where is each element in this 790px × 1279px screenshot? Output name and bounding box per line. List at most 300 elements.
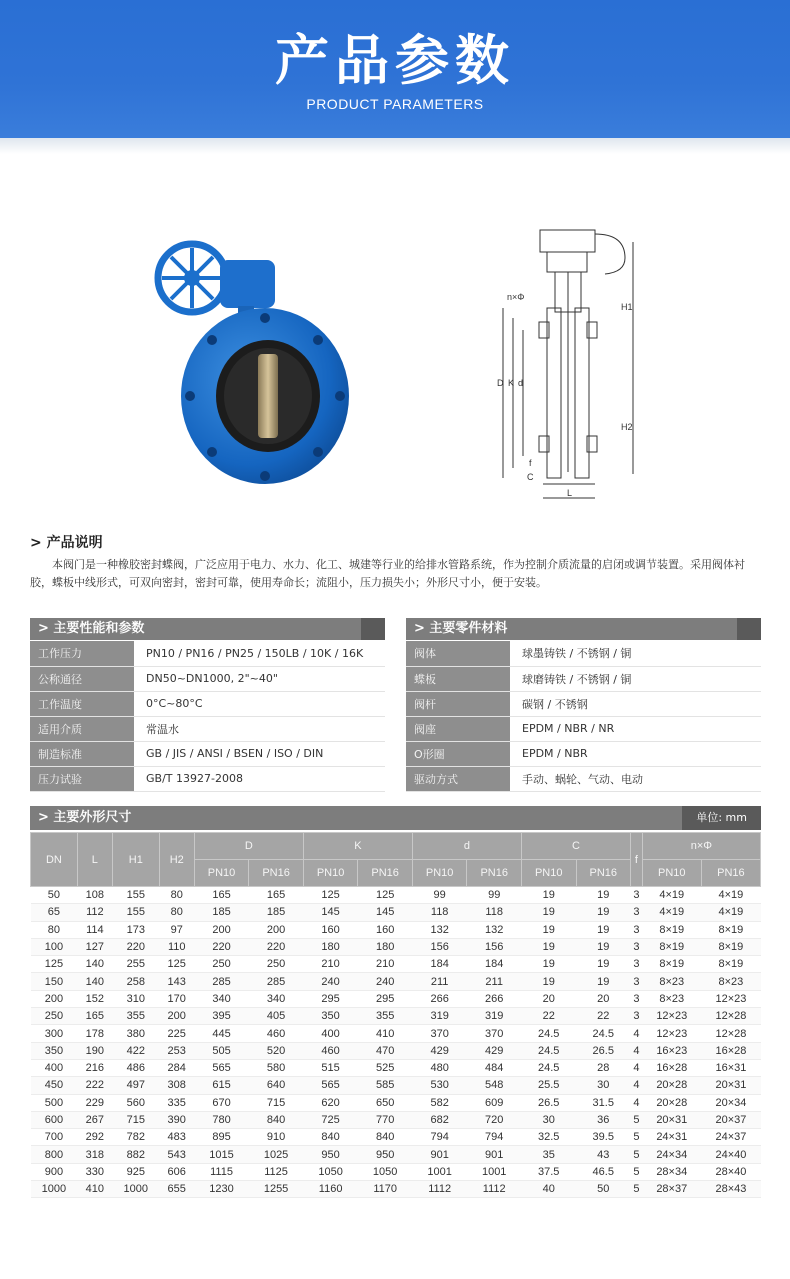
column-header: K [303, 833, 412, 860]
label-c: C [527, 472, 534, 482]
table-cell: 200 [159, 1008, 194, 1025]
materials-row [406, 741, 761, 766]
table-cell: 3 [631, 990, 643, 1007]
table-cell: 840 [249, 1111, 304, 1128]
materials-value: EPDM / NBR / NR [510, 716, 761, 741]
table-cell: 240 [303, 973, 358, 990]
table-cell: 8×23 [701, 973, 760, 990]
table-cell: 19 [521, 904, 576, 921]
page-title: 产品参数 [275, 29, 515, 92]
table-cell: 1160 [303, 1181, 358, 1198]
table-cell: 114 [77, 921, 112, 938]
table-cell: 615 [194, 1077, 249, 1094]
table-cell: 125 [31, 956, 78, 973]
performance-key: 工作压力 [30, 641, 134, 666]
table-cell: 24.5 [521, 1025, 576, 1042]
table-cell: 156 [412, 938, 467, 955]
table-cell: 484 [467, 1059, 522, 1076]
table-cell: 4×19 [701, 887, 760, 904]
performance-heading-label: > 主要性能和参数 [38, 621, 145, 636]
table-cell: 1050 [303, 1163, 358, 1180]
table-row [31, 1025, 761, 1042]
table-cell: 132 [467, 921, 522, 938]
table-cell: 220 [249, 938, 304, 955]
table-cell: 19 [576, 904, 631, 921]
column-subheader: PN16 [701, 860, 760, 887]
table-row [31, 921, 761, 938]
performance-row [30, 691, 385, 716]
table-cell: 525 [358, 1059, 413, 1076]
table-cell: 19 [576, 956, 631, 973]
table-cell: 184 [412, 956, 467, 973]
table-cell: 770 [358, 1111, 413, 1128]
table-cell: 19 [576, 887, 631, 904]
table-cell: 725 [303, 1111, 358, 1128]
table-cell: 800 [31, 1146, 78, 1163]
performance-value: GB/T 13927-2008 [134, 766, 385, 791]
table-cell: 1001 [412, 1163, 467, 1180]
table-cell: 100 [31, 938, 78, 955]
table-cell: 24×34 [642, 1146, 701, 1163]
table-cell: 655 [159, 1181, 194, 1198]
table-cell: 284 [159, 1059, 194, 1076]
table-cell: 108 [77, 887, 112, 904]
table-cell: 19 [521, 938, 576, 955]
table-cell: 486 [112, 1059, 159, 1076]
table-cell: 210 [303, 956, 358, 973]
table-cell: 20 [576, 990, 631, 1007]
table-cell: 160 [303, 921, 358, 938]
table-cell: 600 [31, 1111, 78, 1128]
table-cell: 1170 [358, 1181, 413, 1198]
materials-heading-accent [737, 618, 761, 640]
table-cell: 220 [194, 938, 249, 955]
table-cell: 295 [303, 990, 358, 1007]
performance-key: 工作温度 [30, 691, 134, 716]
table-cell: 901 [412, 1146, 467, 1163]
table-cell: 255 [112, 956, 159, 973]
table-cell: 8×23 [642, 973, 701, 990]
table-cell: 330 [77, 1163, 112, 1180]
materials-key: 阀杆 [406, 691, 510, 716]
table-cell: 28×40 [701, 1163, 760, 1180]
table-cell: 405 [249, 1008, 304, 1025]
table-cell: 143 [159, 973, 194, 990]
table-cell: 1230 [194, 1181, 249, 1198]
table-cell: 8×19 [642, 921, 701, 938]
materials-row [406, 691, 761, 716]
table-cell: 543 [159, 1146, 194, 1163]
table-cell: 480 [412, 1059, 467, 1076]
table-cell: 112 [77, 904, 112, 921]
table-cell: 4 [631, 1077, 643, 1094]
table-cell: 370 [412, 1025, 467, 1042]
table-cell: 35 [521, 1146, 576, 1163]
table-cell: 1125 [249, 1163, 304, 1180]
performance-key: 适用介质 [30, 716, 134, 741]
table-cell: 1000 [31, 1181, 78, 1198]
table-row [31, 1008, 761, 1025]
performance-heading-accent [361, 618, 385, 640]
table-cell: 80 [159, 887, 194, 904]
table-cell: 350 [31, 1042, 78, 1059]
materials-key: 蝶板 [406, 666, 510, 691]
table-cell: 640 [249, 1077, 304, 1094]
table-cell: 16×28 [642, 1059, 701, 1076]
table-cell: 335 [159, 1094, 194, 1111]
performance-row [30, 641, 385, 666]
table-cell: 26.5 [521, 1094, 576, 1111]
table-cell: 445 [194, 1025, 249, 1042]
column-subheader: PN10 [303, 860, 358, 887]
table-row [31, 887, 761, 904]
performance-row [30, 766, 385, 791]
column-subheader: PN10 [642, 860, 701, 887]
table-cell: 410 [358, 1025, 413, 1042]
table-cell: 211 [467, 973, 522, 990]
table-cell: 28×37 [642, 1181, 701, 1198]
table-cell: 3 [631, 938, 643, 955]
table-cell: 19 [576, 973, 631, 990]
table-cell: 150 [31, 973, 78, 990]
table-cell: 16×28 [701, 1042, 760, 1059]
column-header: D [194, 833, 303, 860]
table-cell: 794 [467, 1129, 522, 1146]
table-cell: 910 [249, 1129, 304, 1146]
table-cell: 266 [412, 990, 467, 1007]
table-cell: 97 [159, 921, 194, 938]
table-cell: 50 [576, 1181, 631, 1198]
table-cell: 4×19 [701, 904, 760, 921]
table-row [31, 990, 761, 1007]
column-header: n×Φ [642, 833, 760, 860]
performance-key: 公称通径 [30, 666, 134, 691]
table-cell: 565 [194, 1059, 249, 1076]
table-cell: 500 [31, 1094, 78, 1111]
table-cell: 340 [194, 990, 249, 1007]
materials-row [406, 666, 761, 691]
table-cell: 422 [112, 1042, 159, 1059]
table-cell: 355 [358, 1008, 413, 1025]
table-cell: 3 [631, 904, 643, 921]
performance-table [30, 641, 385, 792]
table-cell: 225 [159, 1025, 194, 1042]
table-cell: 16×31 [701, 1059, 760, 1076]
table-cell: 895 [194, 1129, 249, 1146]
table-cell: 515 [303, 1059, 358, 1076]
label-d-small: d [518, 378, 524, 388]
header-banner [0, 0, 790, 138]
table-cell: 20×34 [701, 1094, 760, 1111]
materials-value: EPDM / NBR [510, 741, 761, 766]
table-row [31, 973, 761, 990]
table-cell: 30 [521, 1111, 576, 1128]
dimensions-heading [30, 806, 761, 830]
table-cell: 12×28 [701, 1008, 760, 1025]
table-cell: 530 [412, 1077, 467, 1094]
table-cell: 340 [249, 990, 304, 1007]
table-cell: 318 [77, 1146, 112, 1163]
table-cell: 585 [358, 1077, 413, 1094]
table-cell: 670 [194, 1094, 249, 1111]
table-cell: 20×28 [642, 1077, 701, 1094]
table-cell: 132 [412, 921, 467, 938]
butterfly-valve-image [150, 218, 350, 488]
table-row [31, 956, 761, 973]
column-header: DN [31, 833, 78, 887]
table-cell: 24.5 [521, 1059, 576, 1076]
table-cell: 99 [412, 887, 467, 904]
table-cell: 8×19 [701, 956, 760, 973]
table-cell: 1115 [194, 1163, 249, 1180]
table-cell: 180 [303, 938, 358, 955]
materials-row [406, 641, 761, 666]
table-cell: 310 [112, 990, 159, 1007]
table-cell: 80 [159, 904, 194, 921]
label-f: f [529, 458, 532, 468]
table-cell: 24.5 [521, 1042, 576, 1059]
table-cell: 156 [467, 938, 522, 955]
table-cell: 720 [467, 1111, 522, 1128]
table-cell: 30 [576, 1077, 631, 1094]
table-cell: 3 [631, 1008, 643, 1025]
column-header: L [77, 833, 112, 887]
table-cell: 12×28 [701, 1025, 760, 1042]
table-cell: 565 [303, 1077, 358, 1094]
table-cell: 429 [467, 1042, 522, 1059]
dimensions-heading-label: > 主要外形尺寸 [38, 810, 132, 825]
table-cell: 28 [576, 1059, 631, 1076]
table-cell: 250 [194, 956, 249, 973]
table-cell: 173 [112, 921, 159, 938]
performance-value: PN10 / PN16 / PN25 / 150LB / 10K / 16K [134, 641, 385, 666]
table-cell: 400 [303, 1025, 358, 1042]
table-cell: 24×31 [642, 1129, 701, 1146]
table-cell: 12×23 [642, 1008, 701, 1025]
materials-row [406, 716, 761, 741]
table-cell: 4 [631, 1025, 643, 1042]
table-cell: 840 [303, 1129, 358, 1146]
table-cell: 20×28 [642, 1094, 701, 1111]
table-cell: 125 [303, 887, 358, 904]
table-cell: 118 [412, 904, 467, 921]
label-l: L [567, 488, 573, 498]
dimensions-table [30, 832, 761, 1198]
label-h2: H2 [621, 422, 633, 432]
table-row [31, 1059, 761, 1076]
table-cell: 145 [358, 904, 413, 921]
table-cell: 125 [358, 887, 413, 904]
materials-value: 碳钢 / 不锈钢 [510, 691, 761, 716]
table-cell: 308 [159, 1077, 194, 1094]
table-row [31, 1146, 761, 1163]
performance-heading [30, 618, 385, 640]
column-header: H2 [159, 833, 194, 887]
table-cell: 4×19 [642, 904, 701, 921]
table-cell: 505 [194, 1042, 249, 1059]
table-cell: 295 [358, 990, 413, 1007]
table-cell: 782 [112, 1129, 159, 1146]
table-cell: 901 [467, 1146, 522, 1163]
table-cell: 609 [467, 1094, 522, 1111]
table-cell: 794 [412, 1129, 467, 1146]
table-cell: 5 [631, 1163, 643, 1180]
table-cell: 155 [112, 904, 159, 921]
table-cell: 200 [194, 921, 249, 938]
table-cell: 8×23 [642, 990, 701, 1007]
table-cell: 650 [358, 1094, 413, 1111]
table-cell: 31.5 [576, 1094, 631, 1111]
column-subheader: PN16 [576, 860, 631, 887]
column-header: H1 [112, 833, 159, 887]
banner-shadow [0, 138, 790, 154]
table-cell: 285 [249, 973, 304, 990]
table-cell: 28×43 [701, 1181, 760, 1198]
table-cell: 140 [77, 973, 112, 990]
table-row [31, 1163, 761, 1180]
column-header: C [521, 833, 630, 860]
performance-key: 压力试验 [30, 766, 134, 791]
table-cell: 22 [521, 1008, 576, 1025]
column-subheader: PN10 [412, 860, 467, 887]
table-row [31, 1181, 761, 1198]
table-cell: 300 [31, 1025, 78, 1042]
table-cell: 40 [521, 1181, 576, 1198]
table-cell: 178 [77, 1025, 112, 1042]
table-cell: 200 [31, 990, 78, 1007]
table-cell: 560 [112, 1094, 159, 1111]
materials-value: 球磨铸铁 / 不锈钢 / 铜 [510, 666, 761, 691]
table-cell: 580 [249, 1059, 304, 1076]
table-cell: 3 [631, 956, 643, 973]
table-cell: 250 [31, 1008, 78, 1025]
description-text: 本阀门是一种橡胶密封蝶阀，广泛应用于电力、水力、化工、城建等行业的给排水管路系统，作为控制介质流量的启闭或调节装置。采用阀体衬胶，蝶板中线形式，可双向密封，密封可靠，使用寿命长；流阻小，压力损失小；外形尺寸小，便于安装。 [30, 558, 745, 589]
table-cell: 165 [77, 1008, 112, 1025]
table-cell: 4×19 [642, 887, 701, 904]
table-cell: 950 [358, 1146, 413, 1163]
table-cell: 483 [159, 1129, 194, 1146]
table-cell: 285 [194, 973, 249, 990]
table-cell: 319 [412, 1008, 467, 1025]
label-d-big: D [497, 378, 504, 388]
table-cell: 99 [467, 887, 522, 904]
table-cell: 39.5 [576, 1129, 631, 1146]
table-cell: 429 [412, 1042, 467, 1059]
performance-row [30, 716, 385, 741]
table-row [31, 904, 761, 921]
table-cell: 160 [358, 921, 413, 938]
table-cell: 3 [631, 973, 643, 990]
table-cell: 26.5 [576, 1042, 631, 1059]
table-row [31, 938, 761, 955]
table-cell: 606 [159, 1163, 194, 1180]
table-cell: 24.5 [576, 1025, 631, 1042]
table-cell: 24×37 [701, 1129, 760, 1146]
table-row [31, 1094, 761, 1111]
table-cell: 19 [521, 956, 576, 973]
table-cell: 460 [303, 1042, 358, 1059]
table-cell: 380 [112, 1025, 159, 1042]
column-subheader: PN16 [467, 860, 522, 887]
table-cell: 229 [77, 1094, 112, 1111]
table-cell: 20 [521, 990, 576, 1007]
column-subheader: PN10 [194, 860, 249, 887]
table-cell: 5 [631, 1111, 643, 1128]
table-row [31, 1129, 761, 1146]
table-cell: 210 [358, 956, 413, 973]
materials-key: 阀体 [406, 641, 510, 666]
table-row [31, 1111, 761, 1128]
table-cell: 165 [194, 887, 249, 904]
table-cell: 46.5 [576, 1163, 631, 1180]
table-cell: 110 [159, 938, 194, 955]
table-cell: 180 [358, 938, 413, 955]
table-cell: 400 [31, 1059, 78, 1076]
table-cell: 118 [467, 904, 522, 921]
table-cell: 350 [303, 1008, 358, 1025]
table-cell: 37.5 [521, 1163, 576, 1180]
table-cell: 19 [576, 921, 631, 938]
label-h1: H1 [621, 302, 633, 312]
table-cell: 715 [112, 1111, 159, 1128]
table-cell: 520 [249, 1042, 304, 1059]
label-nphi: n×Φ [507, 292, 525, 302]
table-cell: 140 [77, 956, 112, 973]
table-cell: 1255 [249, 1181, 304, 1198]
table-cell: 1015 [194, 1146, 249, 1163]
column-subheader: PN10 [521, 860, 576, 887]
table-cell: 19 [576, 938, 631, 955]
materials-heading-label: > 主要零件材料 [414, 621, 508, 636]
label-k: K [508, 378, 515, 388]
table-cell: 5 [631, 1181, 643, 1198]
table-cell: 185 [194, 904, 249, 921]
table-cell: 12×23 [642, 1025, 701, 1042]
table-cell: 80 [31, 921, 78, 938]
table-cell: 450 [31, 1077, 78, 1094]
table-cell: 8×19 [642, 956, 701, 973]
materials-key: O形圈 [406, 741, 510, 766]
performance-value: 常温水 [134, 716, 385, 741]
performance-value: DN50~DN1000, 2"~40" [134, 666, 385, 691]
table-cell: 8×19 [642, 938, 701, 955]
column-subheader: PN16 [358, 860, 413, 887]
table-cell: 185 [249, 904, 304, 921]
materials-value: 球墨铸铁 / 不锈钢 / 铜 [510, 641, 761, 666]
table-cell: 1025 [249, 1146, 304, 1163]
table-cell: 390 [159, 1111, 194, 1128]
table-cell: 24×40 [701, 1146, 760, 1163]
table-cell: 36 [576, 1111, 631, 1128]
table-cell: 460 [249, 1025, 304, 1042]
table-cell: 620 [303, 1094, 358, 1111]
materials-key: 驱动方式 [406, 766, 510, 791]
table-cell: 266 [467, 990, 522, 1007]
table-cell: 125 [159, 956, 194, 973]
table-cell: 780 [194, 1111, 249, 1128]
column-header: f [631, 833, 643, 887]
table-cell: 25.5 [521, 1077, 576, 1094]
performance-value: GB / JIS / ANSI / BSEN / ISO / DIN [134, 741, 385, 766]
table-cell: 395 [194, 1008, 249, 1025]
table-cell: 253 [159, 1042, 194, 1059]
table-cell: 170 [159, 990, 194, 1007]
table-cell: 840 [358, 1129, 413, 1146]
table-cell: 220 [112, 938, 159, 955]
table-cell: 700 [31, 1129, 78, 1146]
table-cell: 65 [31, 904, 78, 921]
unit-label: 单位: mm [682, 806, 761, 830]
